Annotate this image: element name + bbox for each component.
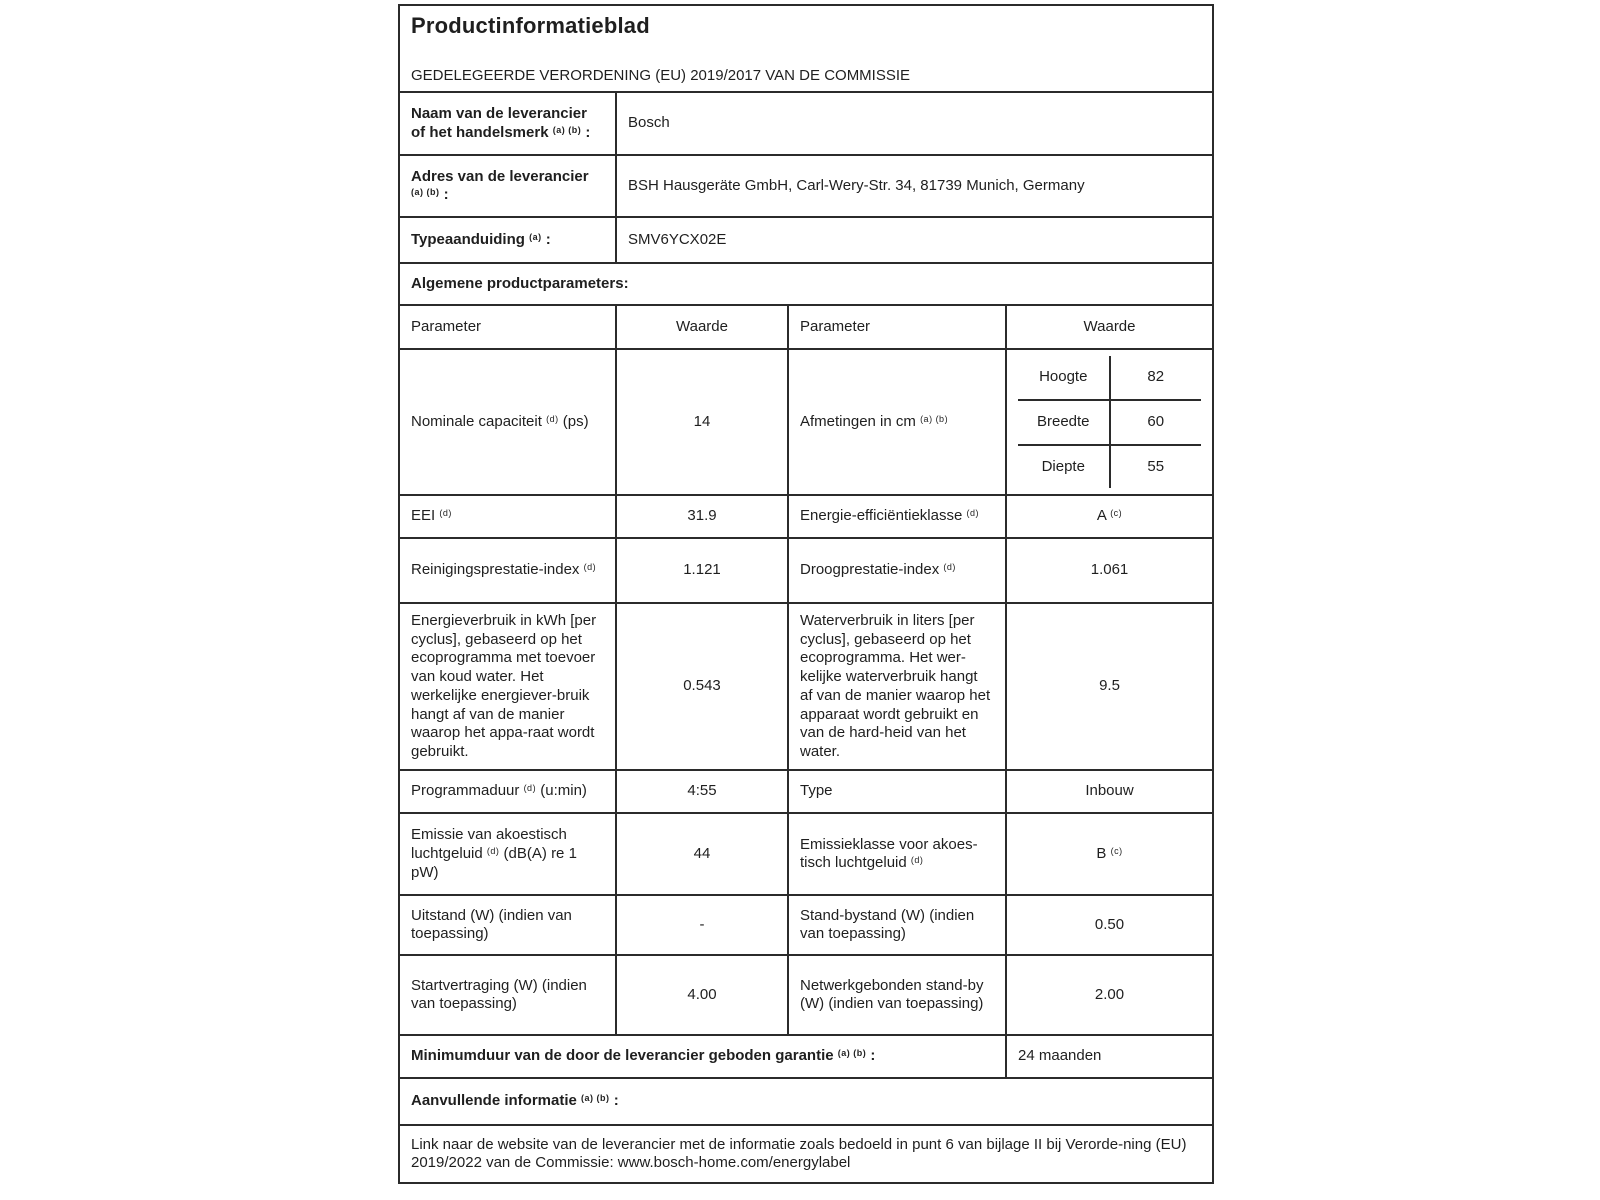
param-standby (788, 895, 1006, 955)
value-noise-emission (616, 813, 788, 895)
supplier-address-label (399, 155, 616, 217)
column-header-parameter-left: Parameter (399, 305, 616, 349)
label-suffix: : (866, 1047, 876, 1065)
dimension-name-height: Hoogte (1018, 356, 1110, 400)
label-text: Naam van de leverancier of het handelsmerk (411, 105, 587, 141)
label-text: Minimumduur van de door de leverancier geboden garantie (411, 1047, 834, 1065)
footnote-sup: (c) (1110, 508, 1123, 519)
column-header-parameter-right: Parameter (788, 305, 1006, 349)
column-header-value-left: Waarde (616, 305, 788, 349)
value-text: 0.50 (1094, 915, 1125, 933)
value-text: Inbouw (1085, 782, 1134, 800)
value-delay-start (616, 955, 788, 1035)
dimensions-subtable (1006, 349, 1213, 495)
warranty-label (399, 1035, 1006, 1078)
value-text: 9.5 (1099, 677, 1120, 695)
footnote-sup: (a) (b) (837, 1048, 867, 1059)
value-networked-standby (1006, 955, 1213, 1035)
param-networked-standby (788, 955, 1006, 1035)
footnote-sup: (d) (583, 562, 597, 573)
label-suffix: (ps) (558, 412, 589, 430)
regulation-subtitle: GEDELEGEERDE VERORDENING (EU) 2019/2017 VAN DE COMMISSIE (411, 66, 911, 84)
label-text: Adres van de leverancier (411, 167, 589, 185)
value-cleaning-index (616, 538, 788, 603)
label-text: Nominale capaciteit (411, 412, 542, 430)
value-drying-index (1006, 538, 1213, 603)
type-designation-label (399, 217, 616, 263)
footnote-sup: (d) (966, 508, 979, 519)
value-text: 2.00 (1094, 985, 1125, 1003)
label-text: Aanvullende informatie (411, 1092, 577, 1110)
value-rated-capacity: 14 (616, 349, 788, 495)
param-programme-duration (399, 770, 616, 813)
value-text: - (699, 915, 705, 933)
footnote-sup: (d) (910, 855, 924, 866)
value-type (1006, 770, 1213, 813)
label-text: Waterverbruik in liters [per cyclus], gebaseerd op het ecoprogramma. Het wer-kelijke waterverbruik hangt af van de manier waarop het apparaat wordt gebruikt en van de hard-heid van het water. (800, 611, 991, 760)
value-noise-class (1006, 813, 1213, 895)
dimension-value-depth: 55 (1110, 445, 1202, 489)
value-text: 44 (693, 844, 711, 862)
label-text: Type (800, 782, 833, 800)
value-text: A (1096, 507, 1107, 525)
dimension-value-width: 60 (1110, 400, 1202, 445)
label-text: Emissieklasse voor akoes-tisch luchtgeluid (800, 835, 978, 872)
footnote-sup: (d) (439, 508, 452, 519)
dimension-name-depth: Diepte (1018, 445, 1110, 489)
param-eei (399, 495, 616, 538)
value-energy-class (1006, 495, 1213, 538)
param-dimensions (788, 349, 1006, 495)
value-energy-consumption (616, 603, 788, 770)
value-programme-duration (616, 770, 788, 813)
footnote-sup: (c) (1110, 845, 1123, 856)
supplier-name-value: Bosch (616, 92, 1213, 155)
footnote-sup: (d) (546, 413, 559, 424)
param-noise-class (788, 813, 1006, 895)
section-title: Algemene productparameters: (399, 263, 1213, 305)
param-delay-start (399, 955, 616, 1035)
footnote-sup: (d) (523, 783, 537, 794)
label-text: Afmetingen in cm (800, 412, 916, 430)
warranty-value: 24 maanden (1006, 1035, 1213, 1078)
footnote-sup: (d) (486, 845, 500, 856)
additional-info-label (399, 1078, 1213, 1125)
label-text: Energieverbruik in kWh [per cyclus], gebaseerd op het ecoprogramma met toevoer van koud water. Het werkelijke energiever-bruik hangt af van de manier waarop het appa-raat wordt gebruikt. (411, 611, 597, 760)
label-text: Reinigingsprestatie-index (411, 561, 580, 579)
value-water-consumption (1006, 603, 1213, 770)
param-type (788, 770, 1006, 813)
label-text: Emissie van akoestisch luchtgeluid (411, 826, 567, 862)
footnote-sup: (a) (529, 231, 542, 242)
supplier-address-value: BSH Hausgeräte GmbH, Carl-Wery-Str. 34, 81739 Munich, Germany (616, 155, 1213, 217)
footnote-sup: (a) (b) (920, 413, 949, 424)
param-energy-class (788, 495, 1006, 538)
param-water-consumption (788, 603, 1006, 770)
label-suffix: (u:min) (536, 782, 587, 800)
label-suffix: : (609, 1092, 619, 1110)
footnote-sup: (d) (943, 562, 956, 573)
footnote-sup: (a) (b) (552, 124, 582, 135)
dimension-value-height: 82 (1110, 356, 1202, 400)
label-text: Typeaanduiding (411, 230, 525, 248)
value-text: 1.121 (683, 561, 721, 579)
footnote-sup: (a) (b) (581, 1093, 610, 1104)
type-designation-value: SMV6YCX02E (616, 217, 1213, 263)
label-text: Startvertraging (W) (indien van toepassing) (411, 976, 587, 1013)
label-text: Netwerkgebonden stand-by (W) (indien van toepassing) (800, 976, 984, 1013)
dimension-name-width: Breedte (1018, 400, 1110, 445)
value-eei (616, 495, 788, 538)
title-block (399, 5, 1213, 92)
footnote-sup: (a) (b) (411, 187, 440, 198)
value-text: 4:55 (687, 782, 717, 800)
param-rated-capacity (399, 349, 616, 495)
value-text: 31.9 (687, 507, 717, 525)
product-information-sheet (398, 4, 1212, 1184)
param-drying-index (788, 538, 1006, 603)
param-energy-consumption (399, 603, 616, 770)
param-cleaning-index (399, 538, 616, 603)
value-off-mode (616, 895, 788, 955)
label-text: EEI (411, 507, 436, 525)
param-off-mode (399, 895, 616, 955)
value-text: B (1096, 844, 1107, 862)
label-text: Stand-bystand (W) (indien van toepassing) (800, 906, 975, 943)
supplier-website-link-text: Link naar de website van de leverancier met de informatie zoals bedoeld in punt 6 van bijlage II bij Verorde-ning (EU) 2019/2022 van de Commissie: www.bosch-home.com/energylabel (399, 1125, 1213, 1183)
label-suffix: : (541, 230, 551, 248)
fiche-table (398, 4, 1214, 1184)
label-text: Uitstand (W) (indien van toepassing) (411, 906, 572, 943)
value-text: 4.00 (687, 985, 717, 1003)
label-suffix: : (581, 123, 591, 141)
param-noise-emission (399, 813, 616, 895)
value-standby (1006, 895, 1213, 955)
label-text: Energie-efficiëntieklasse (800, 507, 963, 525)
column-header-value-right: Waarde (1006, 305, 1213, 349)
label-text: Programmaduur (411, 782, 520, 800)
label-suffix: : (439, 186, 449, 204)
label-suffix: (dB(A) re 1 pW) (411, 844, 577, 881)
label-text: Droogprestatie-index (800, 561, 940, 579)
value-text: 0.543 (683, 677, 721, 695)
page-title: Productinformatieblad (411, 13, 650, 38)
supplier-name-label (399, 92, 616, 155)
value-text: 1.061 (1090, 561, 1129, 579)
